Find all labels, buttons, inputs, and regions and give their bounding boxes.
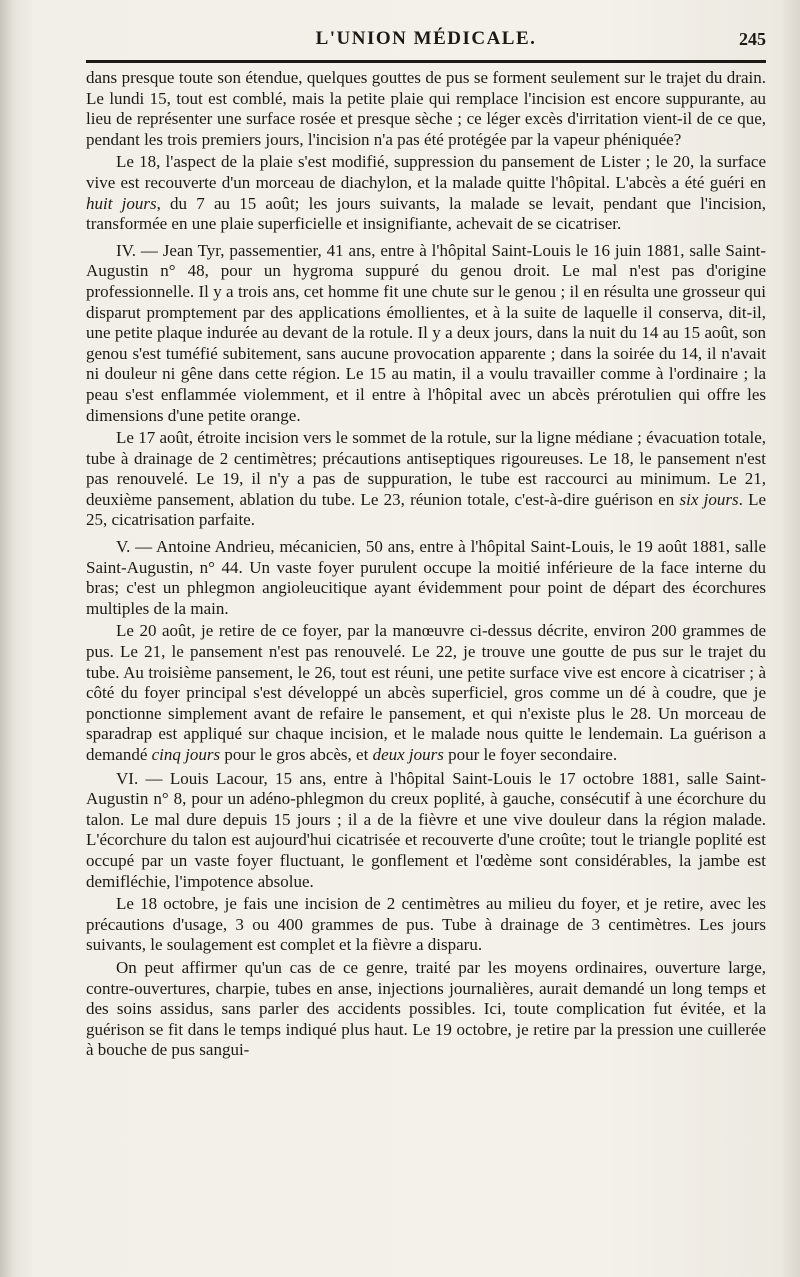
text-run: pour le gros abcès, et bbox=[220, 745, 373, 764]
text-run: pour le foyer secondaire. bbox=[443, 745, 618, 764]
italic-phrase: deux jours bbox=[372, 745, 444, 764]
text-run: On peut affirmer qu'un cas de ce genre, traité par les moyens ordinaires, ouverture large, contre-ouvertures, charpie, tubes en anse, injections journalières, aurait demandé un long temps et des soins assidus, sans parler des accidents possibles. Ici, toute complication fut évitée, et la guérison se fit dans le temps indiqué plus haut. Le 19 octobre, je retire par la pression une cuillerée à bouche de pus sangui- bbox=[86, 957, 766, 1060]
paragraph-conclusion bbox=[86, 958, 766, 1061]
paragraph-case-iii-outcome bbox=[86, 152, 766, 234]
text-run: Le 17 août, étroite incision vers le sommet de la rotule, sur la ligne médiane ; évacuation totale, tube à drainage de 2 centimètres; précautions antiseptiques rigoureuses. Le 18, le pansement n'est pas renouvelé. Le 19, il n'y a pas de suppuration, le tube est raccourci au minimum. Le 21, deuxième pansement, ablation du tube. Le 23, réunion totale, c'est-à-dire guérison en bbox=[86, 428, 766, 509]
italic-phrase: six jours bbox=[679, 489, 739, 509]
text-run: dans presque toute son étendue, quelques gouttes de pus se forment seulement sur le trajet du drain. Le lundi 15, tout est comblé, mais la petite plaie qui remplace l'incision est encore suppurante, au lieu de représenter une surface rosée et presque sèche ; ce léger excès d'irritation vient-il de ce que, pendant les trois premiers jours, l'incision n'a pas été protégée par la vapeur phéniquée? bbox=[86, 68, 766, 149]
text-run: Le 18 octobre, je fais une incision de 2 centimètres au milieu du foyer, et je retire, avec les précautions d'usage, 3 ou 400 grammes de pus. Tube à drainage de 3 centimètres. Les jours suivants, le soulagement est complet et la fièvre a disparu. bbox=[86, 894, 766, 955]
paragraph-case-v-treatment bbox=[86, 621, 766, 765]
text-run: Le 20 août, je retire de ce foyer, par la manœuvre ci-dessus décrite, environ 200 grammes de pus. Le 21, le pansement n'est pas renouvelé. Le 22, je trouve une goutte de pus sur le trajet du tube. Au troisième pansement, le 26, tout est réuni, une petite surface vive est encore à cicatriser ; à côté du foyer principal s'est développé un abcès superficiel, gros comme un dé à coudre, que je ponctionne simplement avant de refaire le pansement, et qui n'existe plus le 28. Un morceau de sparadrap est appliqué sur chaque incision, et le malade nous quitte le lendemain. La guérison a demandé bbox=[86, 621, 766, 764]
text-run: V. — Antoine Andrieu, mécanicien, 50 ans, entre à l'hôpital Saint-Louis, le 19 août 1881, salle Saint-Augustin, n° 44. Un vaste foyer purulent occupe la moitié inférieure de la face interne du bras; c'est un phlegmon angioleucitique ayant évidemment pour point de départ des écorchures multiples de la main. bbox=[86, 537, 766, 618]
text-run: . Le 25, cicatrisation parfaite. bbox=[86, 489, 766, 530]
paragraph-case-v bbox=[86, 537, 766, 619]
article-body bbox=[86, 68, 766, 1061]
paragraph-continuation bbox=[86, 68, 766, 150]
paragraph-case-vi bbox=[86, 769, 766, 893]
running-title: L'UNION MÉDICALE. bbox=[315, 28, 537, 49]
paragraph-case-iv-treatment bbox=[86, 428, 766, 531]
paragraph-case-vi-treatment bbox=[86, 894, 766, 956]
header-rule bbox=[86, 60, 766, 63]
text-run: Le 18, l'aspect de la plaie s'est modifié, suppression du pansement de Lister ; le 20, la surface vive est recouverte d'un morceau de diachylon, et la malade quitte l'hôpital. L'abcès a été guéri en bbox=[86, 152, 766, 192]
text-run: VI. — Louis Lacour, 15 ans, entre à l'hôpital Saint-Louis le 17 octobre 1881, salle Saint-Augustin n° 8, pour un adéno-phlegmon du creux poplité, à gauche, consécutif à une écorchure du talon. Le mal dure depuis 15 jours ; il a de la fièvre et une vive douleur dans la région malade. L'écorchure du talon est aujourd'hui cicatrisée et recouverte d'une croûte; tout le triangle poplité est occupé par un vaste foyer fluctuant, le gonflement et l'œdème sont considérables, la jambe est demifléchie, l'impotence absolue. bbox=[86, 768, 766, 891]
italic-phrase: cinq jours bbox=[151, 745, 221, 764]
text-run: IV. — Jean Tyr, passementier, 41 ans, entre à l'hôpital Saint-Louis le 16 juin 1881, salle Saint-Augustin n° 48, pour un hygroma suppuré du genou droit. Le mal n'est pas d'origine professionnelle. Il y a trois ans, cet homme fit une chute sur le genou ; il en résulta une grosseur qui disparut promptement par des applications émollientes, et à la suite de laquelle il conserva, dit-il, une petite plaque indurée au devant de la rotule. Il y a deux jours, dans la nuit du 14 au 15 août, son genou s'est tuméfié subitement, sans aucune provocation apparente ; dans la soirée du 14, il n'avait ni douleur ni gêne dans cette région. Le 15 au matin, il a voulu travailler comme à l'ordinaire ; la peau s'est enflammée violemment, et il entre à l'hôpital avec un abcès prérotulien qui offre les dimensions d'une petite orange. bbox=[86, 240, 766, 425]
text-run: , du 7 au 15 août; les jours suivants, la malade se levait, pendant que l'incision, transformée en une plaie superficielle et insignifiante, achevait de se cicatriser. bbox=[86, 193, 766, 234]
paragraph-case-iv bbox=[86, 241, 766, 426]
page-number: 245 bbox=[739, 29, 766, 49]
page-header bbox=[86, 22, 766, 54]
italic-phrase: huit jours bbox=[86, 193, 157, 213]
